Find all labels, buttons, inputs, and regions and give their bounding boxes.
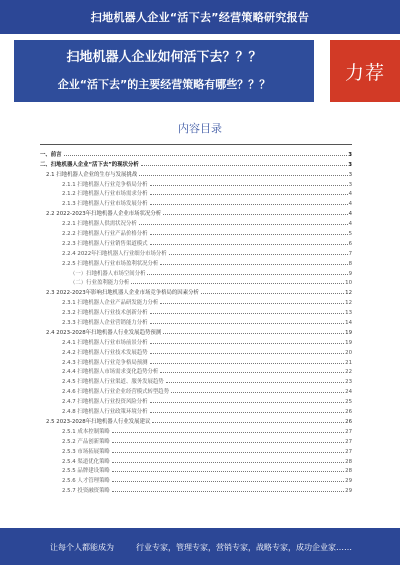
toc-entry-page: 4 [348, 191, 352, 198]
toc-leader-dots [163, 214, 347, 215]
toc-entry-text: 2.4.8 扫地机器人行业政策环境分析 [62, 409, 148, 416]
toc-leader-dots [112, 481, 344, 482]
toc-entry[interactable] [40, 247, 352, 257]
toc-entry-text: 2.5.4 渠道优化策略 [62, 458, 110, 465]
toc-leader-dots [150, 323, 345, 324]
toc-entry[interactable] [40, 316, 352, 326]
toc-entry-page: 25 [345, 399, 352, 406]
toc-entry[interactable] [40, 188, 352, 198]
toc-entry-page: 20 [345, 349, 352, 356]
toc-entry[interactable] [40, 356, 352, 366]
toc-entry-page: 28 [345, 468, 352, 475]
toc-entry-text: 2.5.5 品牌建设策略 [62, 468, 110, 475]
toc-entry-page: 4 [348, 221, 352, 228]
toc-entry-text: 二、扫地机器人企业“活下去”的现状分析 [40, 161, 139, 168]
toc-leader-dots [112, 462, 344, 463]
brand-logo-text: 力荐 [344, 61, 385, 84]
toc-leader-dots [160, 372, 344, 373]
toc-leader-dots [150, 244, 348, 245]
toc-leader-dots [160, 264, 347, 265]
toc-leader-dots [150, 313, 345, 314]
toc-entry[interactable] [40, 445, 352, 455]
toc-entry-page: 9 [348, 270, 352, 277]
toc-entry-text: 2.4.1 扫地机器人行业市场前景分析 [62, 339, 148, 346]
toc-leader-dots [152, 422, 344, 423]
toc-entry-page: 29 [345, 488, 352, 495]
toc-entry[interactable] [40, 168, 352, 178]
footer-slogan-right: 行业专家，管理专家，营销专家，战略专家，成功企业家…… [136, 543, 352, 552]
toc-leader-dots [112, 442, 344, 443]
toc-entry-page: 14 [345, 320, 352, 327]
toc-leader-dots [163, 333, 344, 334]
toc-leader-dots [150, 185, 348, 186]
toc-entry-text: 2.2.5 扫地机器人行业市场盈利状况分析 [62, 260, 159, 267]
toc-entry-text: 2.4.5 扫地机器人行业渠道、服务发展趋势 [62, 379, 164, 386]
toc-entry-page: 5 [348, 231, 352, 238]
toc-entry-page: 27 [345, 428, 352, 435]
toc-leader-dots [139, 175, 347, 176]
toc-leader-dots [150, 412, 345, 413]
toc-entry-text: 2.1 扫地机器人企业的生存与发展挑战 [46, 171, 138, 178]
toc-entry-text: （一）扫地机器人市场空间分析 [70, 270, 146, 277]
toc-entry-text: 2.5.2 产品创新策略 [62, 438, 110, 445]
toc-entry-page: 3 [348, 171, 352, 178]
toc-entry[interactable] [40, 484, 352, 494]
toc-leader-dots [171, 392, 344, 393]
toc-entry[interactable] [40, 385, 352, 395]
toc-entry-text: 2.5.7 投资融资策略 [62, 488, 110, 495]
toc-leader-dots [64, 155, 348, 156]
toc-entry-text: 2.2.1 扫地机器人供需状况分析 [62, 221, 137, 228]
toc-entry-page: 10 [345, 280, 352, 287]
toc-entry-page: 3 [348, 161, 352, 168]
toc-entry-text: 2.4.4 扫地机器人市场需求变化趋势分析 [62, 369, 159, 376]
toc-entry[interactable] [40, 207, 352, 217]
toc-entry[interactable] [40, 336, 352, 346]
footer-banner [0, 528, 400, 565]
toc-leader-dots [150, 402, 345, 403]
toc-entry[interactable] [40, 178, 352, 188]
toc-leader-dots [150, 363, 345, 364]
toc-entry-text: 一、前言 [40, 151, 62, 158]
toc-leader-dots [150, 204, 348, 205]
toc-entry-text: 2.4.3 扫地机器人行业竞争格局预测 [62, 359, 148, 366]
toc-entry-page: 3 [348, 151, 352, 158]
toc-entry-page: 8 [348, 260, 352, 267]
main-title: 扫地机器人企业如何活下去？？？ [66, 50, 262, 65]
toc-entry[interactable] [40, 197, 352, 207]
top-banner [0, 0, 400, 34]
toc-entry-text: 2.2.3 扫地机器人行业销售渠道模式 [62, 240, 148, 247]
toc-entry-text: 2.5 2023-2028年扫地机器人行业发展建议 [46, 418, 151, 425]
toc-entry-page: 22 [345, 369, 352, 376]
toc-entry-page: 21 [345, 359, 352, 366]
toc-entry-page: 19 [345, 329, 352, 336]
sub-title: 企业“活下去”的主要经营策略有哪些？？？ [57, 78, 271, 91]
brand-logo [330, 40, 400, 102]
toc-leader-dots [147, 274, 347, 275]
toc-entry[interactable] [40, 237, 352, 247]
toc-entry-text: 2.3.3 扫地机器人企业营销能力分析 [62, 320, 148, 327]
toc-entry-text: 2.4 2023-2028年扫地机器人行业发展趋势预测 [46, 329, 162, 336]
toc-entry[interactable] [40, 415, 352, 425]
toc-entry-page: 27 [345, 448, 352, 455]
toc-entry[interactable] [40, 425, 352, 435]
toc-entry-text: 2.1.2 扫地机器人行业市场需求分析 [62, 191, 148, 198]
toc-entry[interactable] [40, 375, 352, 385]
footer-slogan-left: 让每个人都能成为 [50, 543, 114, 552]
toc-entry-text: 2.4.6 扫地机器人行业企业经营模式转型趋势 [62, 389, 170, 396]
toc-entry[interactable] [40, 395, 352, 405]
toc-leader-dots [150, 234, 348, 235]
toc-leader-dots [141, 165, 348, 166]
toc-entry-page: 24 [345, 389, 352, 396]
toc-entry-page: 29 [345, 478, 352, 485]
toc-entry-text: 2.3.1 扫地机器人企业产品研发能力分析 [62, 300, 159, 307]
toc-entry-page: 23 [345, 379, 352, 386]
toc-entry[interactable] [40, 158, 352, 168]
toc-entry[interactable] [40, 306, 352, 316]
toc-entry[interactable] [40, 286, 352, 296]
toc-leader-dots [150, 343, 345, 344]
toc-leader-dots [112, 452, 344, 453]
toc-entry-text: 2.5.3 市场拓展策略 [62, 448, 110, 455]
toc-entry-text: 2.4.2 扫地机器人行业技术发展趋势 [62, 349, 148, 356]
toc-entry-page: 4 [348, 211, 352, 218]
toc-entry[interactable] [40, 148, 352, 158]
toc-entry-page: 3 [348, 181, 352, 188]
toc-leader-dots [169, 254, 348, 255]
toc-entry[interactable] [40, 366, 352, 376]
table-of-contents [40, 144, 352, 494]
toc-entry[interactable] [40, 465, 352, 475]
toc-entry[interactable] [40, 346, 352, 356]
toc-entry[interactable] [40, 326, 352, 336]
toc-entry-text: （二）行业盈利能力分析 [70, 280, 130, 287]
toc-entry[interactable] [40, 257, 352, 267]
toc-heading: 内容目录 [178, 122, 222, 135]
toc-entry-text: 2.5.6 人才管理策略 [62, 478, 110, 485]
toc-entry-page: 13 [345, 310, 352, 317]
toc-entry-text: 2.3 2022-2023年影响扫地机器人企业市场竞争格局的因素分析 [46, 290, 199, 297]
toc-entry-text: 2.2.2 扫地机器人行业产品价格分析 [62, 231, 148, 238]
toc-leader-dots [131, 283, 344, 284]
toc-entry-page: 12 [345, 300, 352, 307]
toc-entry[interactable] [40, 455, 352, 465]
toc-entry[interactable] [40, 474, 352, 484]
toc-entry-page: 26 [345, 409, 352, 416]
toc-entry[interactable] [40, 267, 352, 277]
toc-entry[interactable] [40, 227, 352, 237]
toc-entry[interactable] [40, 435, 352, 445]
toc-leader-dots [160, 303, 344, 304]
toc-leader-dots [150, 353, 345, 354]
toc-entry-page: 28 [345, 458, 352, 465]
report-banner-title: 扫地机器人企业“活下去”经营策略研究报告 [90, 11, 310, 24]
toc-leader-dots [112, 471, 344, 472]
toc-divider [40, 144, 352, 145]
toc-entry-text: 2.1.1 扫地机器人行业竞争格局分析 [62, 181, 148, 188]
toc-leader-dots [150, 194, 348, 195]
toc-entry-page: 12 [345, 290, 352, 297]
toc-entry-page: 7 [348, 250, 352, 257]
toc-entry-text: 2.2 2022-2023年扫地机器人企业市场状况分析 [46, 211, 162, 218]
toc-entry-text: 2.3.2 扫地机器人行业技术创新分析 [62, 310, 148, 317]
toc-entry[interactable] [40, 405, 352, 415]
toc-leader-dots [201, 293, 344, 294]
toc-entry[interactable] [40, 277, 352, 287]
toc-entry-page: 4 [348, 201, 352, 208]
toc-entry-text: 2.1.3 扫地机器人行业市场发展分析 [62, 201, 148, 208]
toc-entry-page: 27 [345, 438, 352, 445]
toc-leader-dots [166, 382, 344, 383]
toc-entry-page: 6 [348, 240, 352, 247]
toc-leader-dots [112, 491, 344, 492]
toc-entry-text: 2.2.4 2022年扫地机器人行业细分市场分析 [62, 250, 167, 257]
toc-entry-page: 19 [345, 339, 352, 346]
toc-entry-text: 2.4.7 扫地机器人行业投资风险分析 [62, 399, 148, 406]
toc-entry[interactable] [40, 296, 352, 306]
toc-entry-text: 2.5.1 成本控制策略 [62, 428, 110, 435]
toc-entry[interactable] [40, 217, 352, 227]
toc-leader-dots [139, 224, 348, 225]
toc-leader-dots [112, 432, 344, 433]
toc-list [40, 148, 352, 494]
toc-entry-page: 26 [345, 418, 352, 425]
title-block [14, 40, 314, 102]
